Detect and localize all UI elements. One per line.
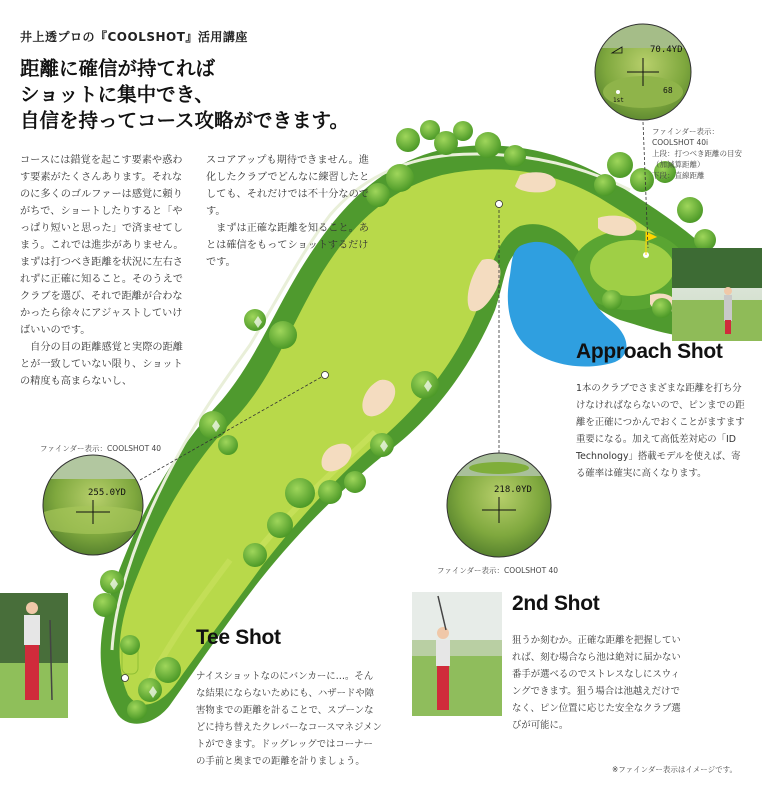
footnote: ※ファインダー表示はイメージです。: [612, 765, 738, 774]
target-point-tee: [322, 372, 329, 379]
intro-column-1: [20, 152, 190, 390]
approach-readout: 70.4YD: [650, 45, 683, 55]
photo-approach: [672, 248, 762, 341]
tee-finder-caption: ファインダー表示：COOLSHOT 40: [40, 444, 162, 453]
intro-paragraph: まずは打つべき距離を状況に左右されずに正確に知ること。そのうえでクラブを選び、それで距離が合わなかったら徐々にアジャストしていけばいいのです。: [20, 257, 183, 336]
approach-sub-readout: 68: [663, 86, 673, 95]
second-shot-body: 狙うか刻むか。正確な距離を把握していれば、刻む場合なら池は絶対に届かない番手が選べるのでストレスなしにスウィングできます。狙う場合は池越えだけでなく、ピン位置に応じた安全なクラブ選びが可能に。: [512, 635, 681, 731]
finder-lens-approach: [590, 20, 700, 130]
approach-pin-label: 1st: [613, 97, 624, 104]
second-readout: 218.0YD: [494, 485, 532, 495]
approach-shot-body: 1本のクラブでさまざまな距離を打ち分けなければならないので、ピンまでの距離を正確につかんでおくことがますます重要になる。加えて高低差対応の「ID Technology」搭載モデルを使えば、寄る確率は確実に高くなります。: [576, 383, 745, 479]
second-finder-caption: ファインダー表示：COOLSHOT 40: [437, 566, 559, 575]
tee-shot-title: Tee Shot: [196, 626, 281, 649]
intro-paragraph: 自分の目の距離感覚と実際の距離とが一致していない限り、ショットの精度も高まらないし、: [20, 342, 183, 387]
approach-finder-caption: [652, 126, 742, 181]
tee-readout: 255.0YD: [88, 488, 126, 498]
tee-shot-body: ナイスショットなのにバンカーに…。そんな結果にならないためにも、ハザードや障害物までの距離を計ることで、スプーンなどに持ち替えたクレバーなコースマネジメントができます。ドッグレッグではコーナーの手前と奥までの距離を計りましょう。: [196, 671, 382, 767]
caption-line: （加減算距離）: [652, 160, 705, 169]
intro-column-2: [206, 152, 376, 271]
target-point-second: [496, 201, 503, 208]
caption-line: 上段：打つべき距離の目安: [652, 149, 742, 158]
finder-lens-second: [445, 452, 555, 562]
second-shot-title: 2nd Shot: [512, 592, 600, 615]
intro-paragraph: スコアアップも期待できません。進化したクラブでどんなに練習したとしても、それだけでは不十分なのです。: [206, 155, 370, 217]
headline-line-2: ショットに集中でき、: [20, 83, 214, 106]
caption-line: ファインダー表示：: [652, 127, 720, 136]
headline: [20, 56, 380, 134]
headline-line-1: 距離に確信が持てれば: [20, 57, 216, 80]
intro-paragraph: コースには錯覚を起こす要素や惑わす要素がたくさんあります。それなのに多くのゴルファーは感覚に頼りがちで、ショートしたりすると「やっぱり短いと思った」で済ませてしまう。これでは進歩がありません。: [20, 155, 184, 251]
ball-tee: [122, 675, 129, 682]
caption-line: COOLSHOT 40i: [652, 138, 709, 147]
approach-shot-title: Approach Shot: [576, 340, 723, 363]
series-title: 井上透プロの『COOLSHOT』活用講座: [20, 30, 248, 44]
photo-second: [412, 592, 502, 716]
caption-line: 下段：直線距離: [652, 171, 705, 180]
headline-line-3: 自信を持ってコース攻略ができます。: [20, 109, 349, 132]
photo-tee: [0, 593, 68, 718]
intro-paragraph: まずは正確な距離を知ること。あとは確信をもってショットするだけです。: [206, 223, 369, 268]
